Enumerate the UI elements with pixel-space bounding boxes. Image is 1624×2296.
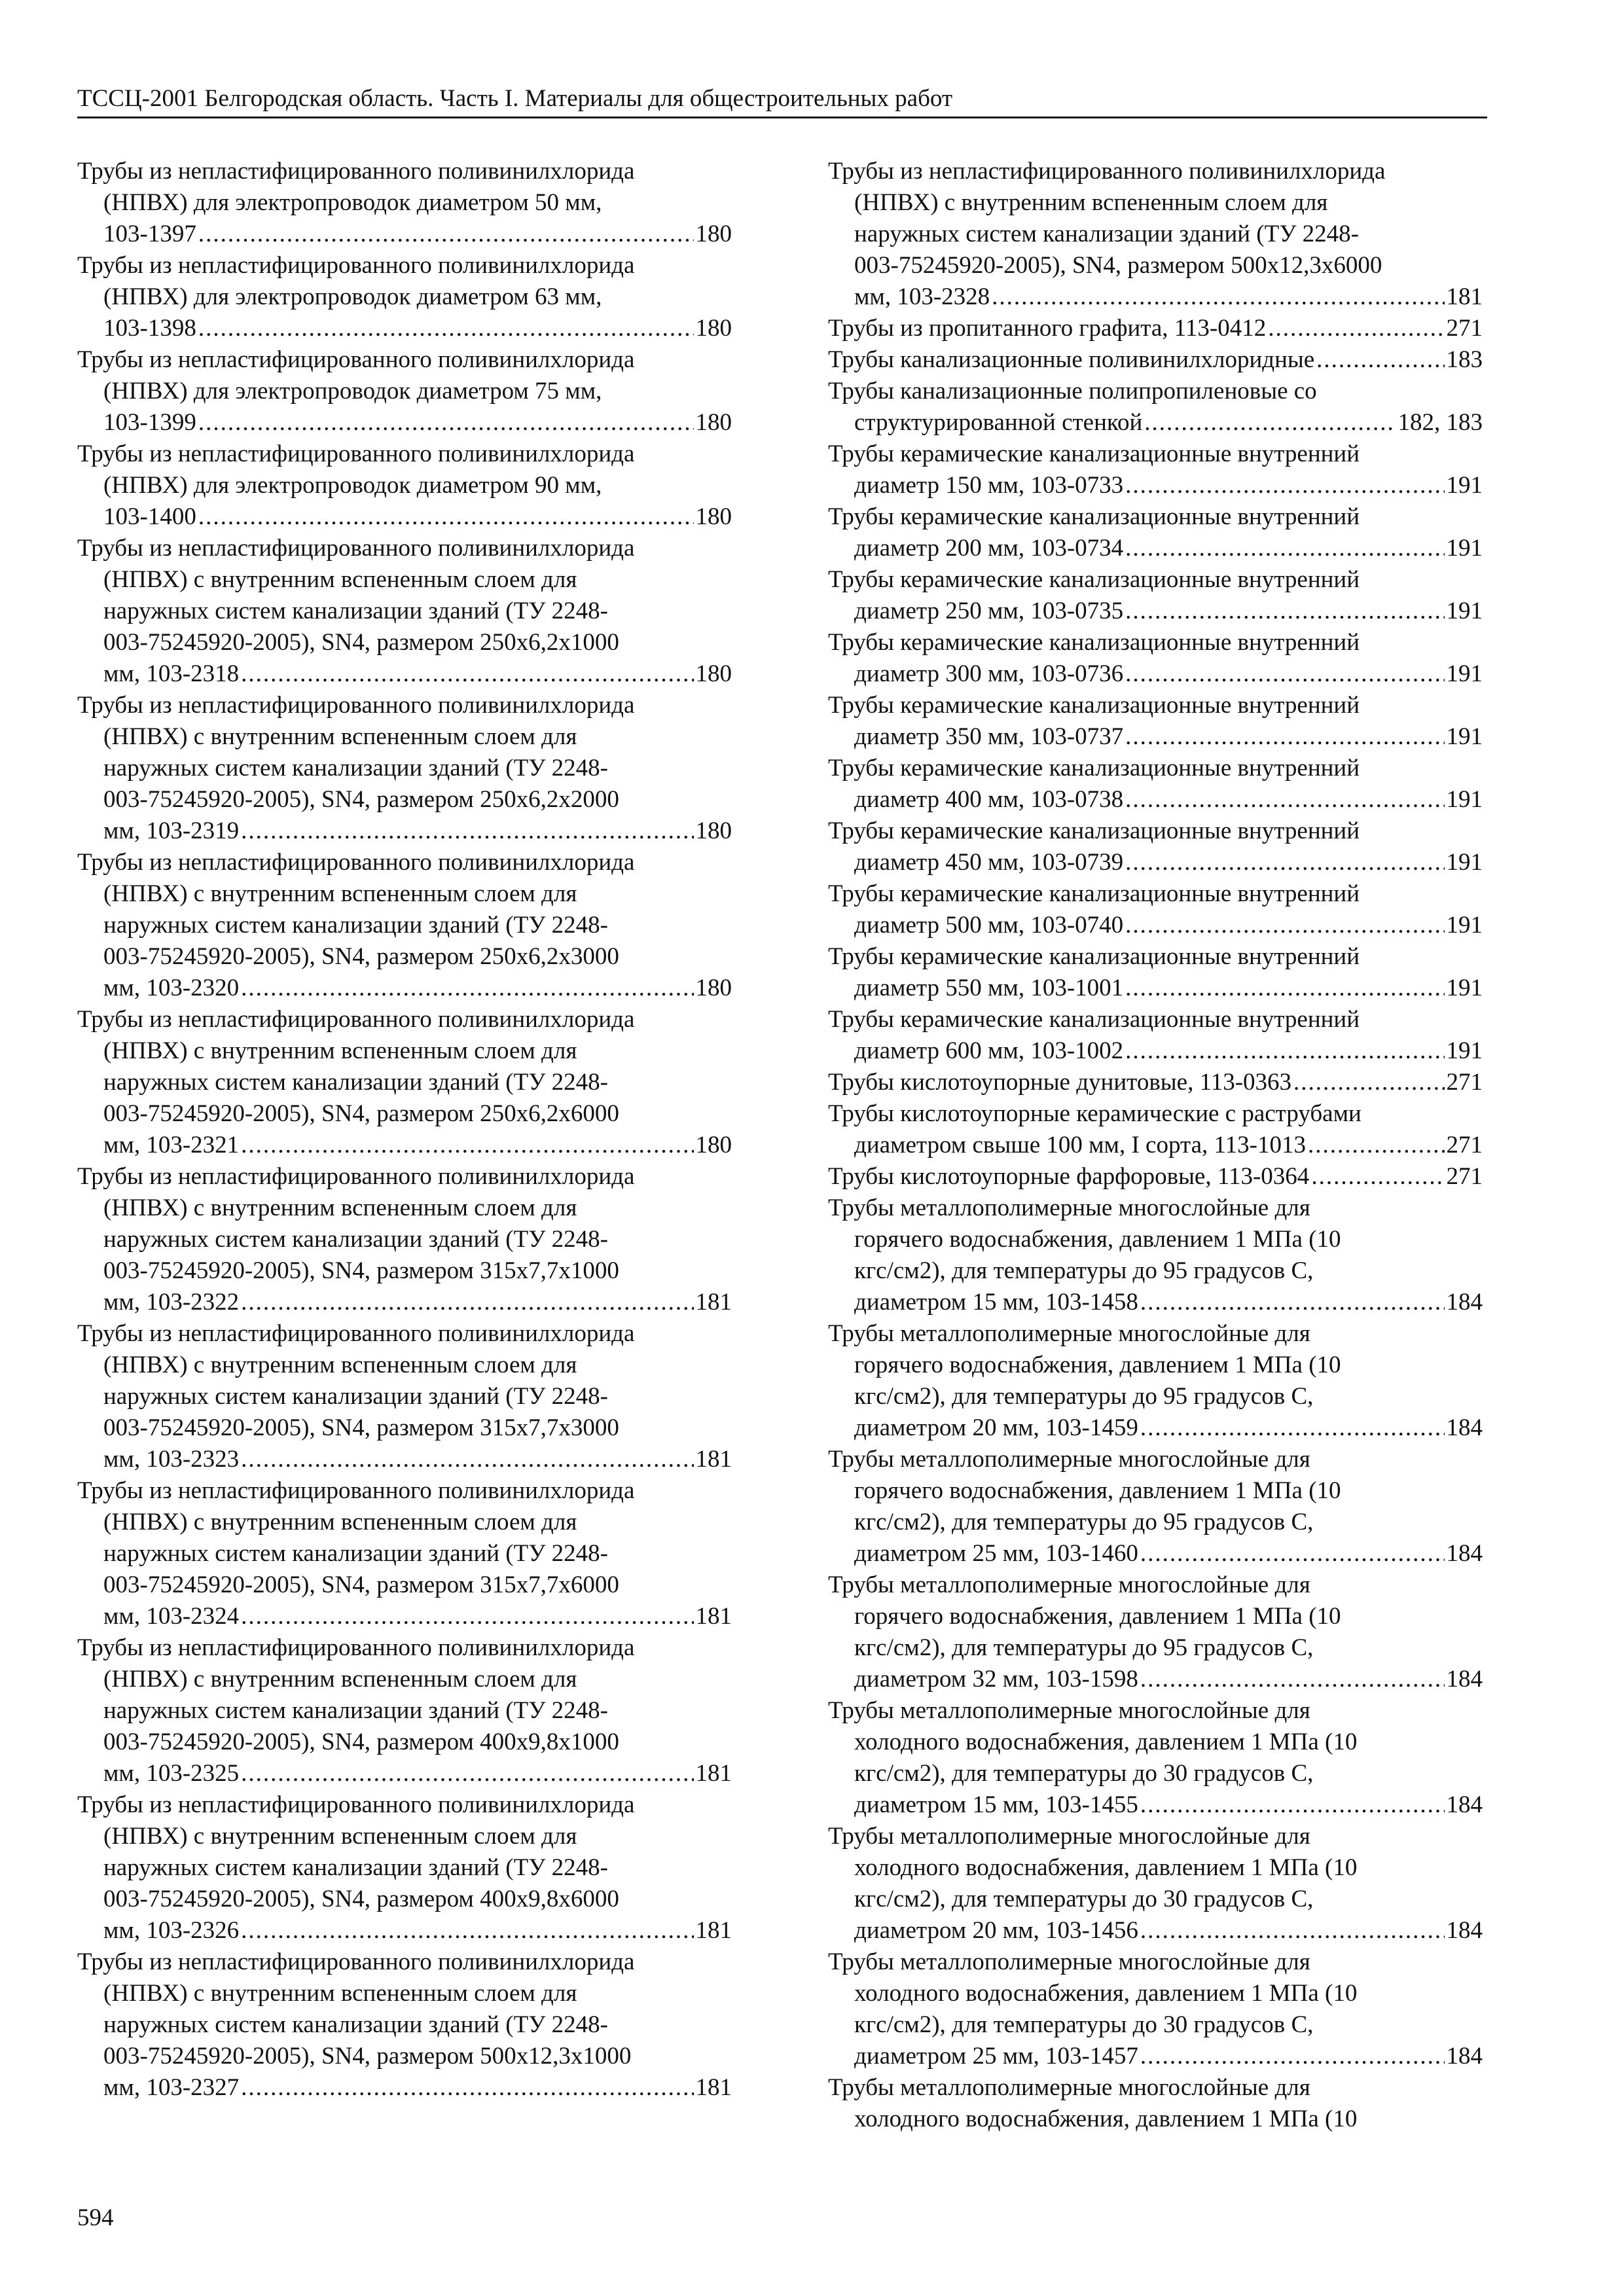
index-entry: [828, 313, 1483, 344]
index-entry: [828, 690, 1483, 753]
dot-leader: [1140, 1789, 1445, 1821]
entry-text-line: (НПВХ) с внутренним вспененным слоем для: [103, 566, 577, 593]
entry-text-line: 003-75245920-2005), SN4, размером 315х7,7х6000: [103, 1571, 619, 1598]
index-entry: [828, 1695, 1483, 1821]
entry-page-ref: 184: [1446, 1289, 1483, 1316]
entry-page-ref: 180: [695, 817, 732, 844]
entry-last-line: [77, 1758, 732, 1789]
entry-last-line: [828, 2041, 1483, 2072]
dot-leader: [198, 501, 694, 533]
entry-text-line: Трубы из непластифицированного поливинилхлорида: [77, 252, 635, 279]
entry-page-ref: 191: [1446, 660, 1483, 687]
dot-leader: [1140, 2041, 1445, 2072]
index-entry: [828, 753, 1483, 816]
entry-page-ref: 271: [1446, 1132, 1483, 1158]
entry-page-ref: 180: [695, 409, 732, 436]
entry-page-ref: 191: [1446, 1037, 1483, 1064]
entry-text-line: Трубы керамические канализационные внутренний: [828, 755, 1360, 781]
page-number: 594: [77, 2204, 114, 2231]
entry-page-ref: 183: [1446, 346, 1483, 373]
entry-last-text: Трубы кислотоупорные дунитовые, 113-0363: [828, 1069, 1292, 1096]
dot-leader: [241, 1287, 693, 1318]
entry-page-ref: 191: [1446, 786, 1483, 813]
entry-page-ref: 181: [695, 1603, 732, 1630]
dot-leader: [1125, 470, 1444, 501]
entry-last-line: [828, 1035, 1483, 1067]
entry-last-line: [828, 721, 1483, 753]
dot-leader: [241, 1915, 693, 1946]
entry-text-line: наружных систем канализации зданий (ТУ 2248-: [103, 1697, 609, 1724]
dot-leader: [1125, 973, 1444, 1004]
dot-leader: [241, 1130, 693, 1161]
entry-text-line: Трубы металлополимерные многослойные для: [828, 1320, 1310, 1347]
entry-text-line: холодного водоснабжения, давлением 1 МПа (10: [854, 2106, 1358, 2132]
entry-page-ref: 184: [1446, 2043, 1483, 2070]
entry-last-text: диаметром 15 мм, 103-1455: [854, 1791, 1138, 1818]
entry-text-line: Трубы керамические канализационные внутренний: [828, 629, 1360, 656]
entry-last-text: Трубы кислотоупорные фарфоровые, 113-0364: [828, 1163, 1310, 1190]
entry-last-line: [77, 816, 732, 847]
entry-last-line: [77, 973, 732, 1004]
entry-last-text: мм, 103-2318: [103, 660, 240, 687]
entry-text-line: (НПВХ) с внутренним вспененным слоем для: [103, 1509, 577, 1535]
entry-text-line: горячего водоснабжения, давлением 1 МПа (10: [854, 1352, 1341, 1378]
dot-leader: [1316, 344, 1444, 376]
entry-text-line: кгс/см2), для температуры до 95 градусов С,: [854, 1383, 1314, 1410]
entry-text-line: (НПВХ) с внутренним вспененным слоем для: [103, 1980, 577, 2007]
entry-last-line: [77, 1444, 732, 1475]
entry-text-line: кгс/см2), для температуры до 95 градусов С,: [854, 1634, 1314, 1661]
entry-last-line: [828, 1130, 1483, 1161]
entry-last-text: диаметром 32 мм, 103-1598: [854, 1666, 1138, 1693]
dot-leader: [241, 816, 693, 847]
entry-last-text: мм, 103-2319: [103, 817, 240, 844]
entry-last-text: диаметр 200 мм, 103-0734: [854, 535, 1124, 562]
entry-text-line: горячего водоснабжения, давлением 1 МПа (10: [854, 1603, 1341, 1630]
entry-last-line: [77, 313, 732, 344]
entry-last-line: [77, 1130, 732, 1161]
entry-text-line: Трубы металлополимерные многослойные для: [828, 1697, 1310, 1724]
entry-text-line: Трубы из непластифицированного поливинилхлорида: [77, 1006, 635, 1033]
entry-text-line: горячего водоснабжения, давлением 1 МПа (10: [854, 1477, 1341, 1504]
entry-last-line: [828, 1915, 1483, 1946]
entry-last-text: диаметр 500 мм, 103-0740: [854, 912, 1124, 939]
index-entry: [828, 1161, 1483, 1193]
entry-page-ref: 180: [695, 1132, 732, 1158]
entry-text-line: Трубы металлополимерные многослойные для: [828, 1571, 1310, 1598]
entry-last-text: диаметром 15 мм, 103-1458: [854, 1289, 1138, 1316]
index-entry: [77, 1004, 732, 1161]
entry-text-line: наружных систем канализации зданий (ТУ 2248-: [103, 1854, 609, 1881]
dot-leader: [241, 1444, 693, 1475]
index-entry: [77, 156, 732, 250]
entry-last-line: [828, 910, 1483, 941]
index-entry: [828, 1098, 1483, 1161]
entry-last-text: диаметр 550 мм, 103-1001: [854, 975, 1124, 1001]
entry-last-text: мм, 103-2322: [103, 1289, 240, 1316]
index-entry: [828, 1004, 1483, 1067]
entry-last-text: Трубы канализационные поливинилхлоридные: [828, 346, 1315, 373]
index-entry: [828, 627, 1483, 690]
entry-last-line: [828, 1067, 1483, 1098]
entry-last-line: [828, 344, 1483, 376]
entry-text-line: наружных систем канализации зданий (ТУ 2248-: [103, 755, 609, 781]
entry-text-line: Трубы керамические канализационные внутренний: [828, 1006, 1360, 1033]
index-entry: [77, 344, 732, 439]
entry-text-line: Трубы из непластифицированного поливинилхлорида: [77, 692, 635, 719]
dot-leader: [1125, 533, 1444, 564]
entry-last-text: 103-1398: [103, 315, 196, 342]
entry-last-text: мм, 103-2327: [103, 2074, 240, 2101]
entry-page-ref: 191: [1446, 598, 1483, 624]
index-entry: [77, 439, 732, 533]
index-entry: [77, 1632, 732, 1789]
dot-leader: [1140, 1287, 1445, 1318]
entry-text-line: Трубы керамические канализационные внутренний: [828, 817, 1360, 844]
entry-text-line: 003-75245920-2005), SN4, размером 250х6,2х6000: [103, 1100, 619, 1127]
entry-text-line: Трубы из непластифицированного поливинилхлорида: [77, 1948, 635, 1975]
index-column-left: [77, 156, 732, 2104]
entry-last-line: [828, 1287, 1483, 1318]
entry-text-line: (НПВХ) с внутренним вспененным слоем для: [854, 189, 1328, 216]
entry-page-ref: 182, 183: [1398, 409, 1483, 436]
entry-last-line: [77, 501, 732, 533]
entry-page-ref: 180: [695, 660, 732, 687]
entry-last-line: [77, 407, 732, 439]
entry-last-line: [77, 658, 732, 690]
index-entry: [828, 1570, 1483, 1695]
entry-page-ref: 180: [695, 221, 732, 247]
index-entry: [828, 1946, 1483, 2072]
entry-text-line: (НПВХ) с внутренним вспененным слоем для: [103, 1037, 577, 1064]
entry-last-line: [828, 281, 1483, 313]
entry-page-ref: 181: [1446, 283, 1483, 310]
entry-text-line: Трубы из непластифицированного поливинилхлорида: [77, 346, 635, 373]
dot-leader: [1268, 313, 1444, 344]
entry-last-text: мм, 103-2326: [103, 1917, 240, 1944]
entry-last-line: [828, 658, 1483, 690]
dot-leader: [1125, 596, 1444, 627]
entry-last-text: диаметр 300 мм, 103-0736: [854, 660, 1124, 687]
entry-text-line: холодного водоснабжения, давлением 1 МПа (10: [854, 1980, 1358, 2007]
entry-last-line: [828, 973, 1483, 1004]
entry-page-ref: 181: [695, 1289, 732, 1316]
entry-text-line: Трубы из непластифицированного поливинилхлорида: [77, 1634, 635, 1661]
index-entry: [828, 878, 1483, 941]
entry-text-line: 003-75245920-2005), SN4, размером 500х12,3х1000: [103, 2043, 632, 2070]
entry-text-line: Трубы металлополимерные многослойные для: [828, 1948, 1310, 1975]
entry-text-line: 003-75245920-2005), SN4, размером 315х7,7х1000: [103, 1257, 619, 1284]
entry-page-ref: 191: [1446, 975, 1483, 1001]
entry-page-ref: 191: [1446, 849, 1483, 876]
dot-leader: [241, 1758, 693, 1789]
entry-page-ref: 180: [695, 315, 732, 342]
index-entry: [828, 1067, 1483, 1098]
entry-last-line: [828, 533, 1483, 564]
entry-text-line: кгс/см2), для температуры до 95 градусов С,: [854, 1509, 1314, 1535]
index-entry: [828, 439, 1483, 501]
entry-text-line: кгс/см2), для температуры до 95 градусов С,: [854, 1257, 1314, 1284]
entry-text-line: наружных систем канализации зданий (ТУ 2248-: [103, 2011, 609, 2038]
index-entry: [77, 1475, 732, 1632]
index-entry: [77, 1161, 732, 1318]
index-entry: [77, 1789, 732, 1946]
entry-last-text: диаметр 400 мм, 103-0738: [854, 786, 1124, 813]
entry-page-ref: 184: [1446, 1917, 1483, 1944]
entry-text-line: Трубы металлополимерные многослойные для: [828, 1823, 1310, 1850]
entry-page-ref: 191: [1446, 912, 1483, 939]
entry-last-line: [828, 596, 1483, 627]
entry-last-text: мм, 103-2320: [103, 975, 240, 1001]
entry-last-line: [828, 1789, 1483, 1821]
entry-page-ref: 184: [1446, 1791, 1483, 1818]
index-entry: [828, 816, 1483, 878]
entry-last-text: 103-1399: [103, 409, 196, 436]
entry-last-text: мм, 103-2324: [103, 1603, 240, 1630]
entry-page-ref: 271: [1446, 1069, 1483, 1096]
dot-leader: [1140, 1915, 1445, 1946]
index-entry: [77, 250, 732, 344]
entry-text-line: (НПВХ) с внутренним вспененным слоем для: [103, 1666, 577, 1693]
index-entry: [77, 1946, 732, 2104]
dot-leader: [1125, 721, 1444, 753]
entry-page-ref: 180: [695, 503, 732, 530]
entry-last-text: диаметром свыше 100 мм, I сорта, 113-1013: [854, 1132, 1306, 1158]
index-entry: [828, 156, 1483, 313]
entry-page-ref: 191: [1446, 723, 1483, 750]
entry-last-line: [828, 470, 1483, 501]
entry-last-text: диаметр 600 мм, 103-1002: [854, 1037, 1124, 1064]
index-entry: [828, 564, 1483, 627]
entry-last-line: [77, 219, 732, 250]
index-entry: [828, 1821, 1483, 1946]
entry-text-line: Трубы из непластифицированного поливинилхлорида: [77, 440, 635, 467]
dot-leader: [1144, 407, 1396, 439]
entry-page-ref: 191: [1446, 472, 1483, 499]
entry-last-text: диаметр 450 мм, 103-0739: [854, 849, 1124, 876]
entry-page-ref: 184: [1446, 1540, 1483, 1567]
dot-leader: [241, 1601, 693, 1632]
entry-text-line: Трубы из непластифицированного поливинилхлорида: [77, 1163, 635, 1190]
dot-leader: [1308, 1130, 1445, 1161]
entry-text-line: наружных систем канализации зданий (ТУ 2248-: [103, 912, 609, 939]
entry-text-line: Трубы керамические канализационные внутренний: [828, 692, 1360, 719]
entry-text-line: горячего водоснабжения, давлением 1 МПа (10: [854, 1226, 1341, 1253]
entry-last-text: мм, 103-2321: [103, 1132, 240, 1158]
entry-text-line: 003-75245920-2005), SN4, размером 400х9,8х1000: [103, 1729, 619, 1755]
entry-page-ref: 184: [1446, 1414, 1483, 1441]
entry-last-text: диаметром 20 мм, 103-1456: [854, 1917, 1138, 1944]
entry-page-ref: 181: [695, 1917, 732, 1944]
entry-last-text: 103-1397: [103, 221, 196, 247]
entry-page-ref: 271: [1446, 315, 1483, 342]
dot-leader: [1125, 910, 1444, 941]
entry-last-line: [828, 784, 1483, 816]
entry-text-line: Трубы керамические канализационные внутренний: [828, 943, 1360, 970]
entry-text-line: 003-75245920-2005), SN4, размером 250х6,2х2000: [103, 786, 619, 813]
entry-text-line: кгс/см2), для температуры до 30 градусов С,: [854, 2011, 1314, 2038]
dot-leader: [1125, 658, 1444, 690]
entry-text-line: кгс/см2), для температуры до 30 градусов С,: [854, 1886, 1314, 1912]
index-entry: [828, 344, 1483, 376]
entry-text-line: кгс/см2), для температуры до 30 градусов С,: [854, 1760, 1314, 1787]
entry-text-line: 003-75245920-2005), SN4, размером 400х9,8х6000: [103, 1886, 619, 1912]
entry-last-line: [77, 2072, 732, 2104]
index-entry: [828, 1193, 1483, 1318]
entry-text-line: Трубы из непластифицированного поливинилхлорида: [828, 158, 1386, 185]
entry-last-text: Трубы из пропитанного графита, 113-0412: [828, 315, 1267, 342]
entry-page-ref: 191: [1446, 535, 1483, 562]
entry-text-line: 003-75245920-2005), SN4, размером 500х12,3х6000: [854, 252, 1382, 279]
entry-text-line: (НПВХ) с внутренним вспененным слоем для: [103, 1823, 577, 1850]
index-entry: [828, 1318, 1483, 1444]
index-entry: [77, 847, 732, 1004]
entry-last-line: [828, 1664, 1483, 1695]
entry-text-line: Трубы металлополимерные многослойные для: [828, 1446, 1310, 1473]
entry-last-text: диаметром 20 мм, 103-1459: [854, 1414, 1138, 1441]
entry-text-line: наружных систем канализации зданий (ТУ 2248-: [103, 1383, 609, 1410]
dot-leader: [198, 313, 694, 344]
entry-last-text: структурированной стенкой: [854, 409, 1143, 436]
index-entry: [77, 1318, 732, 1475]
entry-page-ref: 180: [695, 975, 732, 1001]
entry-text-line: Трубы керамические канализационные внутренний: [828, 880, 1360, 907]
entry-last-line: [828, 847, 1483, 878]
entry-text-line: (НПВХ) для электропроводок диаметром 75 мм,: [103, 378, 602, 404]
index-entry: [77, 533, 732, 690]
entry-last-text: мм, 103-2323: [103, 1446, 240, 1473]
index-column-right: [828, 156, 1483, 2135]
dot-leader: [1140, 1412, 1445, 1444]
entry-text-line: холодного водоснабжения, давлением 1 МПа (10: [854, 1729, 1358, 1755]
entry-text-line: наружных систем канализации зданий (ТУ 2248-: [103, 1069, 609, 1096]
entry-text-line: Трубы канализационные полипропиленовые со: [828, 378, 1317, 404]
entry-text-line: Трубы керамические канализационные внутренний: [828, 440, 1360, 467]
index-entry: [828, 501, 1483, 564]
entry-text-line: 003-75245920-2005), SN4, размером 315х7,7х3000: [103, 1414, 619, 1441]
entry-last-line: [828, 1161, 1483, 1193]
entry-page-ref: 181: [695, 2074, 732, 2101]
index-entry: [77, 690, 732, 847]
entry-text-line: Трубы из непластифицированного поливинилхлорида: [77, 1477, 635, 1504]
entry-text-line: наружных систем канализации зданий (ТУ 2248-: [854, 221, 1360, 247]
dot-leader: [198, 407, 694, 439]
entry-last-line: [77, 1287, 732, 1318]
entry-text-line: холодного водоснабжения, давлением 1 МПа (10: [854, 1854, 1358, 1881]
dot-leader: [241, 658, 693, 690]
entry-last-line: [77, 1915, 732, 1946]
entry-text-line: Трубы из непластифицированного поливинилхлорида: [77, 1320, 635, 1347]
entry-last-text: диаметр 250 мм, 103-0735: [854, 598, 1124, 624]
entry-text-line: (НПВХ) с внутренним вспененным слоем для: [103, 880, 577, 907]
entry-page-ref: 184: [1446, 1666, 1483, 1693]
entry-text-line: Трубы керамические канализационные внутренний: [828, 566, 1360, 593]
entry-text-line: наружных систем канализации зданий (ТУ 2248-: [103, 1226, 609, 1253]
index-entry: [828, 2072, 1483, 2135]
entry-page-ref: 271: [1446, 1163, 1483, 1190]
running-header: ТССЦ-2001 Белгородская область. Часть I. Материалы для общестроительных работ: [77, 84, 1487, 118]
entry-text-line: (НПВХ) для электропроводок диаметром 90 мм,: [103, 472, 602, 499]
dot-leader: [1140, 1538, 1445, 1570]
entry-last-line: [828, 1538, 1483, 1570]
dot-leader: [1140, 1664, 1445, 1695]
dot-leader: [1293, 1067, 1444, 1098]
entry-text-line: (НПВХ) для электропроводок диаметром 50 мм,: [103, 189, 602, 216]
dot-leader: [1311, 1161, 1444, 1193]
entry-text-line: Трубы из непластифицированного поливинилхлорида: [77, 1791, 635, 1818]
entry-text-line: (НПВХ) с внутренним вспененным слоем для: [103, 1352, 577, 1378]
dot-leader: [241, 973, 693, 1004]
entry-last-text: диаметр 350 мм, 103-0737: [854, 723, 1124, 750]
entry-text-line: Трубы кислотоупорные керамические с раструбами: [828, 1100, 1362, 1127]
entry-last-text: мм, 103-2328: [854, 283, 990, 310]
entry-last-text: мм, 103-2325: [103, 1760, 240, 1787]
entry-text-line: Трубы из непластифицированного поливинилхлорида: [77, 158, 635, 185]
entry-text-line: 003-75245920-2005), SN4, размером 250х6,2х3000: [103, 943, 619, 970]
entry-page-ref: 181: [695, 1760, 732, 1787]
entry-text-line: (НПВХ) с внутренним вспененным слоем для: [103, 1194, 577, 1221]
dot-leader: [992, 281, 1444, 313]
entry-text-line: Трубы из непластифицированного поливинилхлорида: [77, 535, 635, 562]
entry-last-line: [828, 407, 1483, 439]
index-entry: [828, 376, 1483, 439]
entry-last-line: [828, 1412, 1483, 1444]
entry-last-text: 103-1400: [103, 503, 196, 530]
entry-text-line: Трубы из непластифицированного поливинилхлорида: [77, 849, 635, 876]
dot-leader: [198, 219, 694, 250]
entry-text-line: (НПВХ) для электропроводок диаметром 63 мм,: [103, 283, 602, 310]
index-entry: [828, 941, 1483, 1004]
entry-page-ref: 181: [695, 1446, 732, 1473]
entry-last-text: диаметр 150 мм, 103-0733: [854, 472, 1124, 499]
entry-text-line: Трубы керамические канализационные внутренний: [828, 503, 1360, 530]
index-entry: [828, 1444, 1483, 1570]
entry-text-line: наружных систем канализации зданий (ТУ 2248-: [103, 1540, 609, 1567]
dot-leader: [1125, 784, 1444, 816]
entry-text-line: 003-75245920-2005), SN4, размером 250х6,2х1000: [103, 629, 619, 656]
dot-leader: [1125, 1035, 1444, 1067]
entry-last-text: диаметром 25 мм, 103-1460: [854, 1540, 1138, 1567]
dot-leader: [241, 2072, 693, 2104]
dot-leader: [1125, 847, 1444, 878]
entry-last-line: [77, 1601, 732, 1632]
entry-text-line: Трубы металлополимерные многослойные для: [828, 2074, 1310, 2101]
entry-last-text: диаметром 25 мм, 103-1457: [854, 2043, 1138, 2070]
entry-last-line: [828, 313, 1483, 344]
entry-text-line: наружных систем канализации зданий (ТУ 2248-: [103, 598, 609, 624]
entry-text-line: Трубы металлополимерные многослойные для: [828, 1194, 1310, 1221]
entry-text-line: (НПВХ) с внутренним вспененным слоем для: [103, 723, 577, 750]
